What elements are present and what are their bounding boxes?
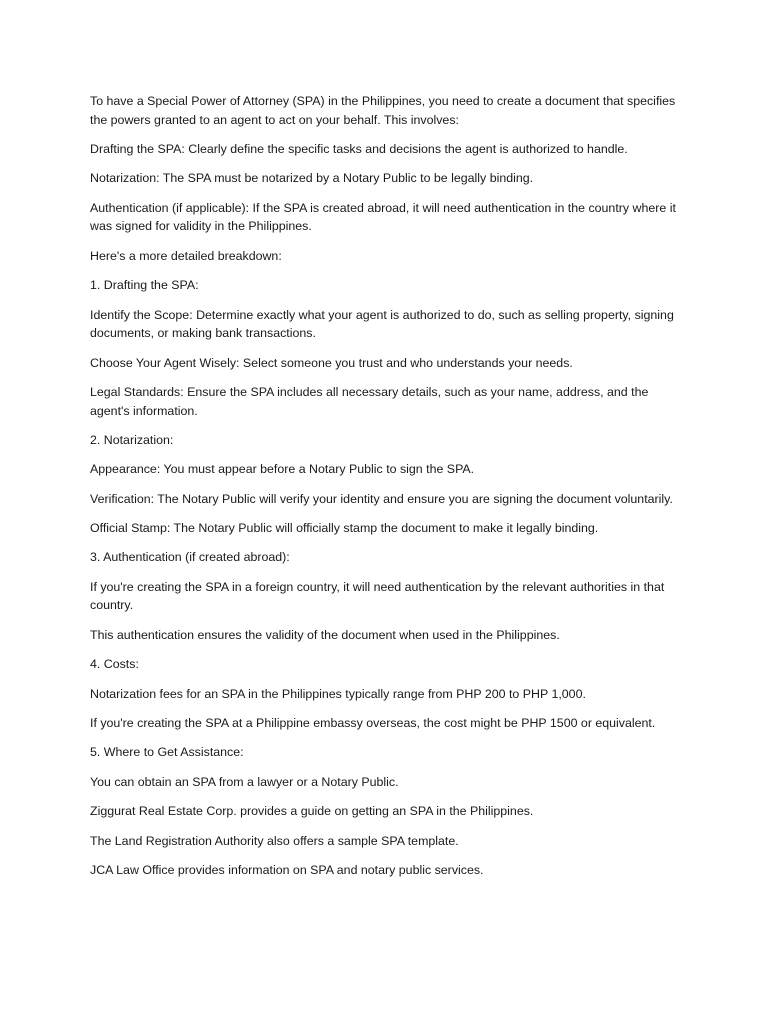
assistance-ziggurat: Ziggurat Real Estate Corp. provides a guide on getting an SPA in the Philippines. [90,804,534,819]
step-authentication-summary: Authentication (if applicable): If the SPA is created abroad, it will need authentication in the country where it was signed for validity in the Philippines. [90,200,676,234]
notarization-verification: Verification: The Notary Public will verify your identity and ensure you are signing the document voluntarily. [90,491,673,506]
drafting-scope: Identify the Scope: Determine exactly what your agent is authorized to do, such as selling property, signing documents, or making bank transactions. [90,307,674,341]
section-heading-costs: 4. Costs: [90,657,139,672]
drafting-agent: Choose Your Agent Wisely: Select someone you trust and who understands your needs. [90,355,573,370]
costs-notarization-fees: Notarization fees for an SPA in the Philippines typically range from PHP 200 to PHP 1,000. [90,686,586,701]
drafting-legal-standards: Legal Standards: Ensure the SPA includes all necessary details, such as your name, address, and the agent's information. [90,384,649,418]
section-heading-authentication: 3. Authentication (if created abroad): [90,550,290,565]
step-notarization-summary: Notarization: The SPA must be notarized by a Notary Public to be legally binding. [90,171,534,186]
intro-paragraph: To have a Special Power of Attorney (SPA) in the Philippines, you need to create a document that specifies the powers granted to an agent to act on your behalf. This involves: [90,94,676,127]
notarization-appearance: Appearance: You must appear before a Notary Public to sign the SPA. [90,462,475,477]
assistance-lawyer: You can obtain an SPA from a lawyer or a Notary Public. [90,774,399,789]
document-body [90,92,680,890]
section-heading-assistance: 5. Where to Get Assistance: [90,745,244,760]
costs-embassy: If you're creating the SPA at a Philippine embassy overseas, the cost might be PHP 1500 or equivalent. [90,716,656,730]
authentication-foreign: If you're creating the SPA in a foreign country, it will need authentication by the relevant authorities in that country. [90,579,665,613]
section-heading-drafting: 1. Drafting the SPA: [90,278,199,293]
assistance-lra: The Land Registration Authority also offers a sample SPA template. [90,833,459,848]
assistance-jca: JCA Law Office provides information on SPA and notary public services. [90,862,484,877]
breakdown-intro: Here's a more detailed breakdown: [90,248,282,263]
notarization-stamp: Official Stamp: The Notary Public will officially stamp the document to make it legally binding. [90,521,599,536]
step-drafting-summary: Drafting the SPA: Clearly define the specific tasks and decisions the agent is authorized to handle. [90,141,628,156]
section-heading-notarization: 2. Notarization: [90,432,174,447]
authentication-validity: This authentication ensures the validity of the document when used in the Philippines. [90,627,560,642]
